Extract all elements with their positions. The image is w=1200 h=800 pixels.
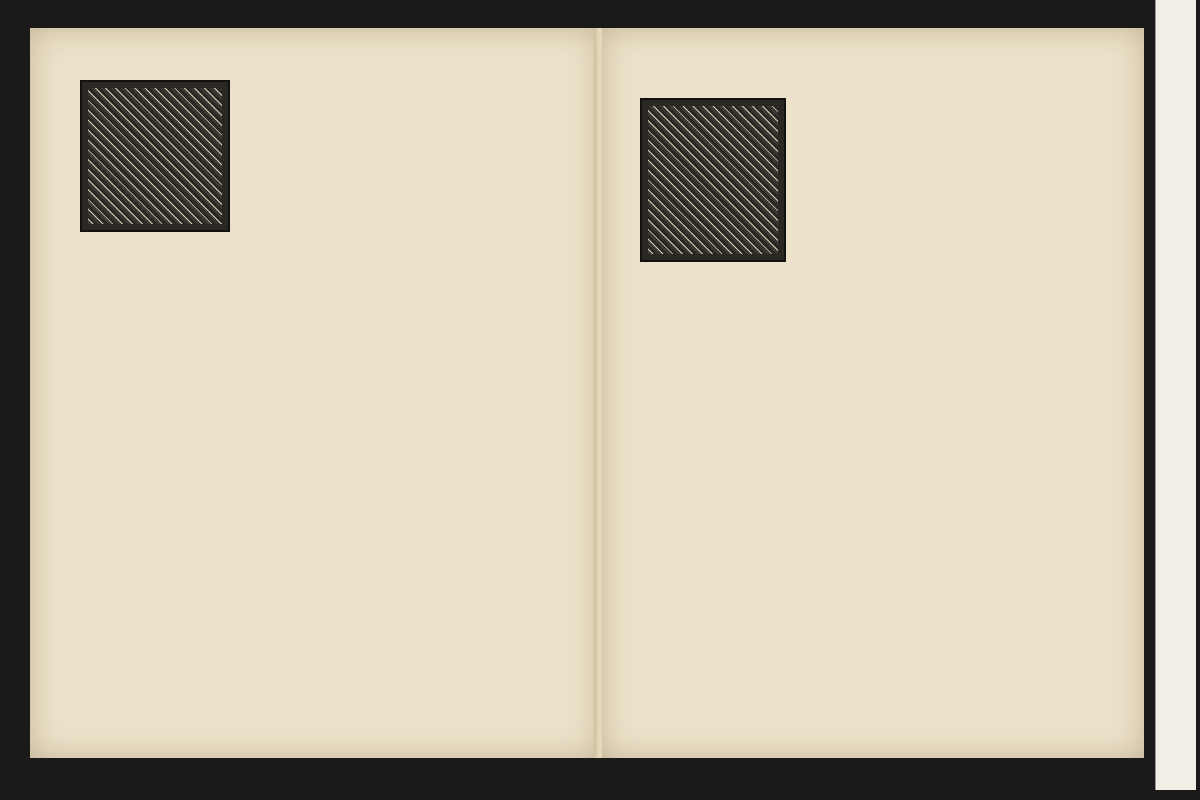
left-staff-1 [244, 90, 540, 134]
left-empty-staff-1 [78, 546, 542, 582]
right-staff-1 [790, 90, 1100, 134]
left-staff-4 [78, 316, 542, 360]
left-empty-staff-2 [78, 624, 542, 660]
left-staff-2 [244, 166, 540, 210]
left-staff-5 [78, 392, 542, 436]
initial-letter [82, 82, 228, 230]
right-staff-4 [640, 320, 1100, 364]
right-empty-staff-1 [640, 628, 1100, 664]
right-staff-5 [640, 398, 1100, 442]
measuring-ruler [1155, 0, 1196, 790]
right-staff-3 [640, 240, 1100, 284]
right-page [602, 28, 1144, 758]
initial-letter [642, 100, 784, 260]
right-staff-6 [640, 476, 1100, 520]
open-book [22, 28, 1150, 768]
right-staff-7 [640, 552, 1100, 596]
decorated-initial-left [80, 80, 230, 232]
decorated-initial-right [640, 98, 786, 262]
left-staff-3 [78, 240, 542, 284]
left-staff-6 [78, 468, 542, 512]
left-page [30, 28, 600, 758]
right-staff-2 [790, 166, 1100, 210]
